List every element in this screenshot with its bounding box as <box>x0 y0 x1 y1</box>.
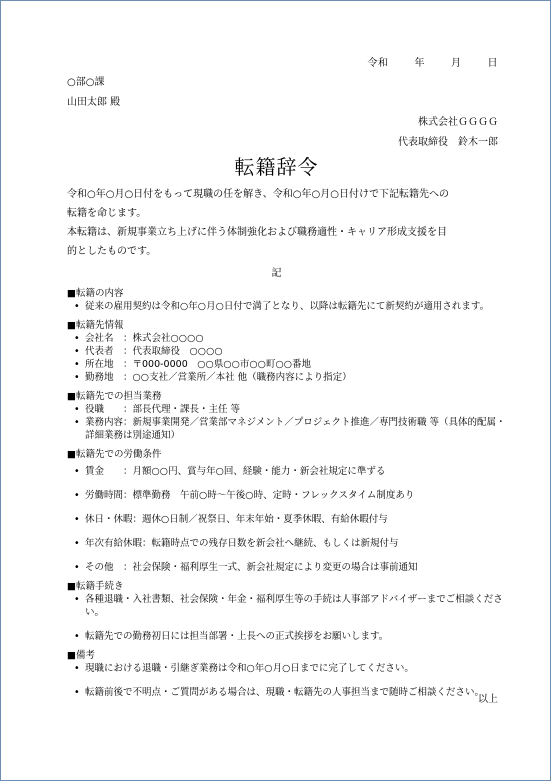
ki-heading: 記 <box>271 268 282 279</box>
bullet-icon: • <box>74 631 80 642</box>
list-item: • 所在地 ：〒000-0000 ○○県○○市○○町○○番地 <box>74 359 312 370</box>
section-destination-info <box>67 319 511 384</box>
list-item: • 代表者 ：代表取締役 ○○○○ <box>74 346 223 357</box>
section-remarks <box>67 649 511 699</box>
details-sections <box>67 287 511 705</box>
bullet-icon: • <box>74 417 80 428</box>
section-working-conditions <box>67 448 511 574</box>
section-transfer-content <box>67 287 511 313</box>
bullet-icon: • <box>74 346 80 357</box>
bullet-icon: • <box>74 372 80 383</box>
section-title: ■転籍先での担当業務 <box>67 391 162 402</box>
list-item: • 賃金 ：月額○○円、賞与年○回、経験・能力・新会社規定に準ずる <box>74 466 386 477</box>
issuer-representative: 代表取締役 鈴木一郎 <box>398 137 498 148</box>
date-day: 日 <box>487 58 498 69</box>
list-item: • その他 ：社会保険・福利厚生一式、新会社規定により変更の場合は事前通知 <box>74 562 418 573</box>
recipient-name: 山田太郎 殿 <box>67 97 121 108</box>
section-title: ■転籍先での労働条件 <box>67 449 162 460</box>
section-title: ■転籍先情報 <box>67 320 124 331</box>
list-item: • 労働時間：標準勤務 午前○時～午後○時、定時・フレックスタイム制度あり <box>74 490 415 501</box>
list-item: • 休日・休暇：週休○日制／祝祭日、年末年始・夏季休暇、有給休暇付与 <box>74 514 388 525</box>
body-text <box>67 185 507 261</box>
bullet-icon: • <box>74 466 80 477</box>
body-line: 的としたものです。 <box>67 246 157 257</box>
list-item: • 勤務地 ：○○支社／営業所／本社 他（職務内容により指定） <box>74 372 352 383</box>
date-era: 令和 <box>367 58 389 69</box>
bullet-icon: • <box>74 562 80 573</box>
date-month: 月 <box>451 58 462 69</box>
list-item: • 各種退職・入社書類、社会保険・年金・福利厚生等の手続は人事部アドバイザーまでご相談ください。 <box>74 594 503 618</box>
list-item: • 転籍前後で不明点・ご質問がある場合は、現職・転籍先の人事担当まで随時ご相談ください。 <box>74 687 485 698</box>
list-item: • 役職 ：部長代理・課長・主任 等 <box>74 404 241 415</box>
bullet-icon: • <box>74 538 80 549</box>
document-title: 転籍辞令 <box>234 155 319 179</box>
body-line: 転籍を命じます。 <box>67 208 147 219</box>
bullet-icon: • <box>74 333 80 344</box>
bullet-icon: • <box>74 594 80 605</box>
bullet-icon: • <box>74 404 80 415</box>
recipient-department: ○部○課 <box>67 77 105 88</box>
section-title: ■転籍の内容 <box>67 288 124 299</box>
list-item: • 年次有給休暇：転籍時点での残存日数を新会社へ継続、もしくは新規付与 <box>74 538 399 549</box>
body-line: 令和○年○月○日付をもって現職の任を解き、令和○年○月○日付けで下記転籍先への <box>67 189 449 200</box>
section-assigned-duties <box>67 390 511 442</box>
bullet-icon: • <box>74 514 80 525</box>
section-procedures <box>67 580 511 643</box>
bullet-icon: • <box>74 490 80 501</box>
bullet-icon: • <box>74 301 80 312</box>
list-item: • 従来の雇用契約は令和○年○月○日付で満了となり、以降は転籍先にて新契約が適用されます。 <box>74 301 490 312</box>
bullet-icon: • <box>74 663 80 674</box>
list-item: • 会社名 ：株式会社○○○○ <box>74 333 204 344</box>
section-title: ■転籍手続き <box>67 581 124 592</box>
list-item: • 業務内容：新規事業開発／営業部マネジメント／プロジェクト推進／専門技術職 等（具体的配属・詳細業務は別途通知） <box>74 417 506 441</box>
body-line: 本転籍は、新規事業立ち上げに伴う体制強化および職務適性・キャリア形成支援を目 <box>67 227 447 238</box>
date-year: 年 <box>414 58 425 69</box>
issuer-company: 株式会社ＧＧＧＧ <box>418 117 498 128</box>
list-item: • 転籍先での勤務初日には担当部署・上長への正式挨拶をお願いします。 <box>74 631 389 642</box>
bullet-icon: • <box>74 359 80 370</box>
issue-date <box>368 57 499 71</box>
section-title: ■備考 <box>67 650 95 661</box>
list-item: • 現職における退職・引継ぎ業務は令和○年○月○日までに完了してください。 <box>74 663 414 674</box>
closing-text: 以上 <box>478 694 498 705</box>
bullet-icon: • <box>74 687 80 698</box>
